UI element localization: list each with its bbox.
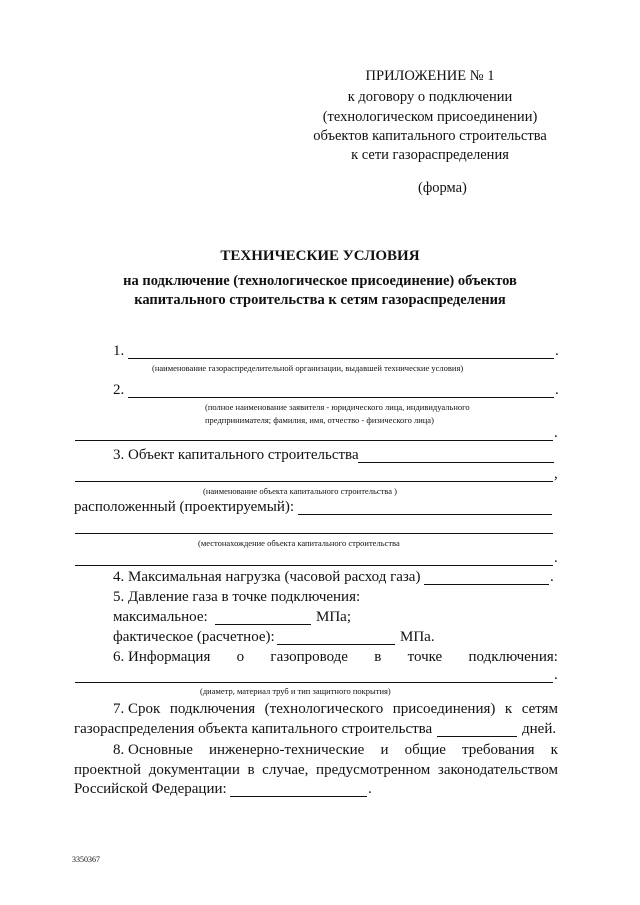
subtitle-line-2: капитального строительства к сетям газораспределения <box>134 292 506 308</box>
item-3-location-field-line-3[interactable] <box>75 565 553 566</box>
item-7-word: присоединения) <box>392 701 496 717</box>
item-8-word: законодательством <box>437 762 558 778</box>
item-6-caption: (диаметр, материал труб и тип защитного покрытия) <box>200 686 391 696</box>
item-8-line-1 <box>113 742 558 759</box>
item-1-caption: (наименование газораспределительной организации, выдавшей технические условия) <box>152 363 464 373</box>
item-8-word: документации <box>148 762 240 778</box>
footer-code: 3350367 <box>72 855 100 864</box>
item-7-word: подключения <box>169 701 256 717</box>
item-7-word: сетям <box>521 701 558 717</box>
item-7-unit: дней. <box>522 721 557 737</box>
item-2-caption-line-2: предпринимателя; фамилия, имя, отчество - физического лица) <box>205 415 434 425</box>
item-3-field-continued[interactable] <box>75 481 553 482</box>
item-2-field-continued[interactable] <box>75 440 553 441</box>
item-8-line-3: Российской Федерации: <box>74 781 227 797</box>
item-2-field[interactable] <box>128 397 554 398</box>
item-7-days-field[interactable] <box>437 736 517 737</box>
item-3-caption: (наименование объекта капитального строительства ) <box>203 486 397 496</box>
item-5-max-label: максимальное: <box>113 609 208 625</box>
item-8-line-2 <box>74 762 558 779</box>
item-3-label: 3. Объект капитального строительства <box>113 447 359 463</box>
item-3-located-label: расположенный (проектируемый): <box>74 499 295 515</box>
item-8-word: и <box>380 742 389 758</box>
item-1-number: 1. <box>113 343 125 359</box>
item-4-field[interactable] <box>424 584 549 585</box>
item-7-line-2: газораспределения объекта капитального строительства <box>74 721 433 737</box>
item-8-word: в <box>247 762 255 778</box>
item-3-comma: , <box>554 466 558 482</box>
appendix-heading: ПРИЛОЖЕНИЕ № 1 <box>365 68 495 84</box>
item-7-word: 7. Срок <box>113 701 161 717</box>
item-8-word: предусмотренном <box>316 762 431 778</box>
item-8-dot: . <box>368 781 372 797</box>
item-4-label: 4. Максимальная нагрузка (часовой расход газа) <box>113 569 421 585</box>
item-5-actual-unit: МПа. <box>400 629 435 645</box>
appendix-line-2: к договору о подключении <box>347 89 513 105</box>
appendix-line-5: к сети газораспределения <box>351 147 509 163</box>
item-2-caption-line-1: (полное наименование заявителя - юридического лица, индивидуального <box>205 402 470 412</box>
item-3-location-caption: (местонахождение объекта капитального строительства <box>198 538 400 548</box>
item-3-location-field-continued[interactable] <box>75 533 553 534</box>
item-6-word: газопроводе <box>270 649 348 665</box>
item-6-label <box>113 649 558 666</box>
item-6-dot: . <box>554 667 558 683</box>
item-2-number: 2. <box>113 382 125 398</box>
item-5-actual-field[interactable] <box>277 644 395 645</box>
item-8-word: общие <box>404 742 446 758</box>
item-8-word: случае, <box>262 762 309 778</box>
item-1-dot: . <box>555 343 559 359</box>
item-6-field[interactable] <box>75 682 553 683</box>
document-title: ТЕХНИЧЕСКИЕ УСЛОВИЯ <box>220 248 420 264</box>
item-5-max-field[interactable] <box>215 624 311 625</box>
item-5-actual-label: фактическое (расчетное): <box>113 629 275 645</box>
item-3-dot: . <box>554 550 558 566</box>
item-7-word: (технологического <box>264 701 384 717</box>
item-4-dot: . <box>550 569 554 585</box>
item-8-word: инженерно-технические <box>208 742 365 758</box>
item-5-label: 5. Давление газа в точке подключения: <box>113 589 361 605</box>
item-6-word: о <box>236 649 245 665</box>
item-5-max-unit: МПа; <box>316 609 351 625</box>
item-8-word: к <box>550 742 558 758</box>
item-7-line-1 <box>113 701 558 718</box>
appendix-line-3: (технологическом присоединении) <box>322 109 538 125</box>
item-8-field[interactable] <box>230 796 367 797</box>
appendix-line-4: объектов капитального строительства <box>313 128 547 144</box>
item-3-location-field[interactable] <box>298 514 552 515</box>
item-8-word: проектной <box>74 762 142 778</box>
item-8-word: 8. Основные <box>113 742 193 758</box>
subtitle-line-1: на подключение (технологическое присоединение) объектов <box>123 273 517 289</box>
item-2-dot: . <box>555 382 559 398</box>
item-6-word: в <box>374 649 382 665</box>
form-label: (форма) <box>418 180 467 196</box>
item-6-word: точке <box>407 649 443 665</box>
item-2-dot-2: . <box>554 425 558 441</box>
item-6-word: 6. Информация <box>113 649 211 665</box>
item-1-field[interactable] <box>128 358 554 359</box>
item-3-field[interactable] <box>358 462 554 463</box>
item-7-word: к <box>504 701 513 717</box>
item-6-word: подключения: <box>468 649 558 665</box>
item-8-word: требования <box>462 742 535 758</box>
